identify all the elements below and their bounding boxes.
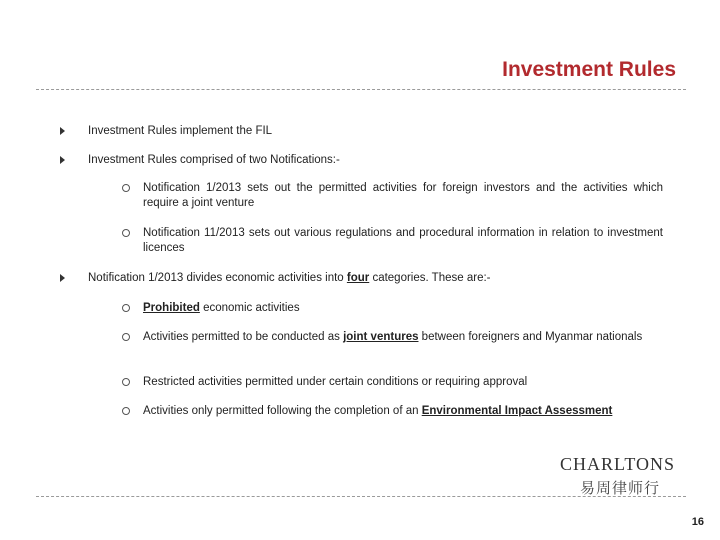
sub-list-item xyxy=(143,181,663,211)
category-text-pre: Restricted activities permitted under certain conditions or requiring approval xyxy=(143,376,528,388)
category-item xyxy=(143,301,663,316)
arrow-bullet-icon xyxy=(60,274,65,282)
charltons-logo xyxy=(560,454,680,498)
bullet-item xyxy=(88,124,668,139)
arrow-bullet-icon xyxy=(60,127,65,135)
page-title: Investment Rules xyxy=(502,58,676,81)
sub-item-text: Notification 11/2013 sets out various regulations and procedural information in relation to investment licences xyxy=(143,227,663,254)
page-number: 16 xyxy=(691,516,704,528)
logo-name-zh: 易周律师行 xyxy=(580,479,661,497)
category-item xyxy=(143,404,663,419)
category-text-post: between foreigners and Myanmar nationals xyxy=(418,331,643,343)
bullet-item xyxy=(88,153,668,168)
bullet-item xyxy=(88,271,668,286)
circle-bullet-icon xyxy=(122,333,130,341)
bullet-text-post: categories. These are:- xyxy=(369,272,491,284)
category-emphasis: Environmental Impact Assessment xyxy=(421,405,613,417)
bottom-divider xyxy=(36,496,686,497)
category-text-post: economic activities xyxy=(199,302,300,314)
arrow-bullet-icon xyxy=(60,156,65,164)
bullet-text-pre: Notification 1/2013 divides economic activities into xyxy=(88,272,347,284)
category-text-pre: Activities permitted to be conducted as xyxy=(143,331,344,343)
category-emphasis: Prohibited xyxy=(143,302,200,314)
circle-bullet-icon xyxy=(122,407,130,415)
circle-bullet-icon xyxy=(122,304,130,312)
circle-bullet-icon xyxy=(122,229,130,237)
top-divider xyxy=(36,89,686,90)
bullet-text: Investment Rules implement the FIL xyxy=(88,125,273,137)
sub-list-item xyxy=(143,226,663,256)
bullet-text: Investment Rules comprised of two Notifications:- xyxy=(88,154,340,166)
category-text-pre: Activities only permitted following the completion of an xyxy=(143,405,422,417)
bullet-emphasis: four xyxy=(346,272,370,284)
category-item xyxy=(143,375,663,390)
logo-name-en: CHARLTONS xyxy=(560,454,676,474)
category-emphasis: joint ventures xyxy=(343,331,419,343)
sub-item-text: Notification 1/2013 sets out the permitted activities for foreign investors and the activities which require a joint venture xyxy=(143,182,663,209)
circle-bullet-icon xyxy=(122,378,130,386)
circle-bullet-icon xyxy=(122,184,130,192)
category-item xyxy=(143,330,663,345)
